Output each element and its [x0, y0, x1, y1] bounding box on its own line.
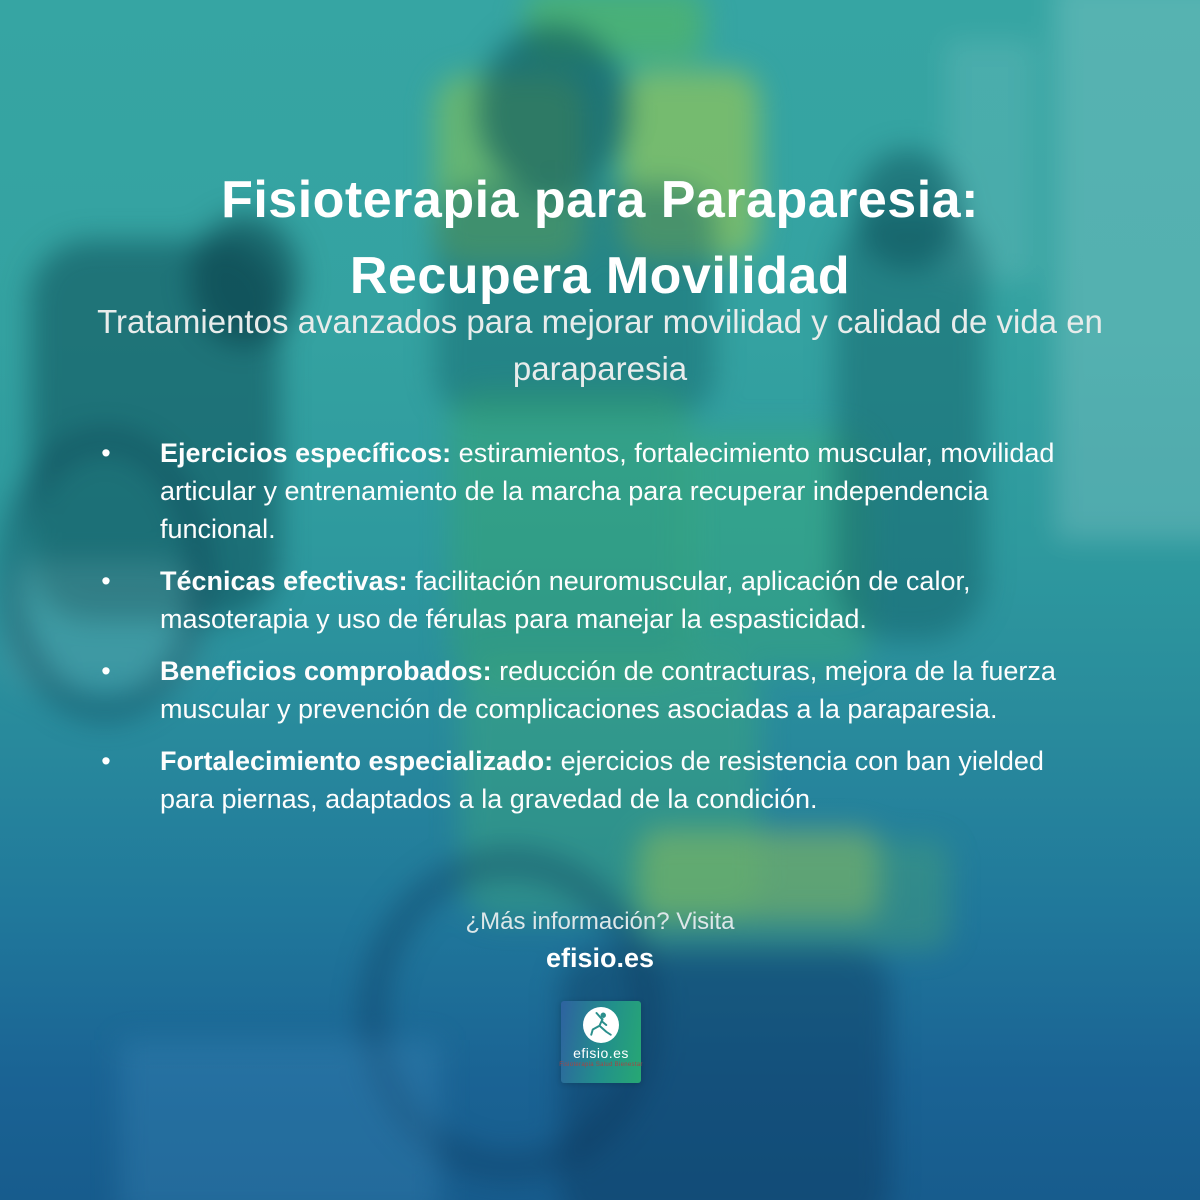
list-item-lead: Ejercicios específicos:	[160, 438, 452, 468]
list-item-lead: Beneficios comprobados:	[160, 656, 492, 686]
benefits-list	[96, 434, 1060, 832]
list-item	[96, 434, 1060, 548]
list-item	[96, 652, 1060, 728]
logo-wordmark: efisio.es	[573, 1045, 629, 1061]
cta-text: ¿Más información? Visita	[465, 908, 735, 935]
list-item-text: estiramientos, fortalecimiento muscular, movilidad articular y entrenamiento de la marcha para recuperar independencia funcional.	[160, 438, 1055, 544]
brand-logo	[561, 1001, 641, 1083]
page-title	[0, 162, 1200, 314]
page-title-line-2: Recupera Movilidad	[349, 247, 851, 305]
logo-circle	[583, 1007, 619, 1043]
website-name: efisio.es	[545, 943, 655, 973]
subtitle: Tratamientos avanzados para mejorar movilidad y calidad de vida en paraparesia	[97, 303, 1103, 387]
page-title-line-1: Fisioterapia para Paraparesia:	[221, 171, 979, 229]
bullet-icon: •	[101, 656, 111, 686]
stretching-person-icon	[586, 1010, 616, 1040]
bullet-icon: •	[101, 438, 111, 468]
logo-tagline: Fisioterapia Salud Bienestar	[559, 1062, 643, 1068]
bullet-icon: •	[101, 746, 111, 776]
list-item	[96, 742, 1060, 818]
bullet-icon: •	[101, 566, 111, 596]
list-item-text: ejercicios de resistencia con ban yielded para piernas, adaptados a la gravedad de la condición.	[160, 746, 1044, 814]
footer	[0, 905, 1200, 975]
list-item-text: facilitación neuromuscular, aplicación de calor, masoterapia y uso de férulas para manejar la espasticidad.	[160, 566, 971, 634]
list-item-lead: Técnicas efectivas:	[160, 566, 408, 596]
list-item	[96, 562, 1060, 638]
list-item-text: reducción de contracturas, mejora de la fuerza muscular y prevención de complicaciones asociadas a la paraparesia.	[160, 656, 1056, 724]
list-item-lead: Fortalecimiento especializado:	[160, 746, 554, 776]
